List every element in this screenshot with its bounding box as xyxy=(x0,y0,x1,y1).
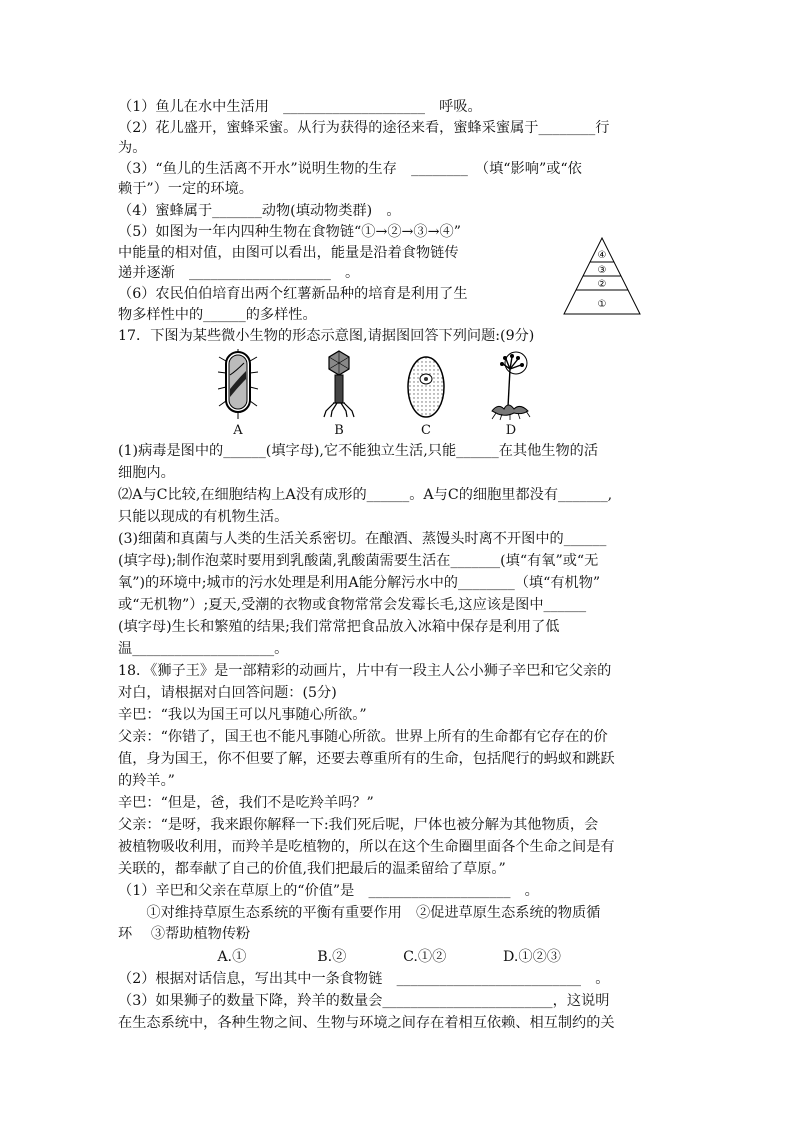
q18-line-8: 父亲：“是呀，我来跟你解释一下:我们死后呢，尸体也被分解为其他物质，会 xyxy=(118,817,599,833)
pyramid-level-3: ③ xyxy=(597,265,607,276)
q17-line-1: (1)病毒是图中的______(填字母),它不能独立生活,只能______在其他生物的活 xyxy=(118,443,599,459)
q18-line-10: 关联的，都奉献了自己的价值,我们把最后的温柔留给了草原。” xyxy=(118,861,506,877)
mold-icon xyxy=(488,349,534,421)
q17-line-9: (填字母)生长和繁殖的结果;我们常常把食品放入冰箱中保存是利用了低 xyxy=(118,619,560,635)
figure-label-a: A xyxy=(233,423,243,438)
q18-line-5: 值，身为国王，你不但要了解，还要去尊重所有的生命，包括爬行的蚂蚁和跳跃 xyxy=(118,751,615,767)
pyramid-level-4: ④ xyxy=(597,250,607,261)
q18-line-2: 对白，请根据对白回答问题：(5分) xyxy=(118,685,337,701)
q18-line-11: （1）辛巴和父亲在草原上的“价值”是 ____________________ 。 xyxy=(118,883,539,899)
figure-label-c: C xyxy=(421,423,431,438)
figure-d xyxy=(488,349,534,438)
q17-line-7: 氧”)的环境中;城市的污水处理是利用A能分解污水中的________（填“有机物” xyxy=(118,575,601,591)
q16-line-10: （6）农民伯伯培育出两个红薯新品种的培育是利用了生 xyxy=(118,286,468,302)
q16-line-1: （1）鱼儿在水中生活用 ____________________ 呼吸。 xyxy=(118,99,482,115)
q17-line-3: ⑵A与C比较,在细胞结构上A没有成形的______。A与C的细胞里都没有_______, xyxy=(118,487,613,503)
q16-line-9: 递并逐渐 ____________________ 。 xyxy=(118,265,360,281)
pyramid-level-1: ① xyxy=(597,299,607,310)
figure-label-d: D xyxy=(505,423,517,438)
q17-line-8: 或“无机物”）;夏天,受潮的衣物或食物常常会发霉长毛,这应该是图中______ xyxy=(118,597,587,613)
figure-c xyxy=(405,349,447,438)
energy-pyramid xyxy=(562,236,642,316)
q18-line-6: 的羚羊。” xyxy=(118,773,175,789)
virus-icon xyxy=(322,349,356,421)
q16-line-4: （3）“鱼儿的生活离不开水”说明生物的生存 ________ （填“影响”或“依 xyxy=(118,161,582,177)
q17-line-4: 只能以现成的有机物生活。 xyxy=(118,509,289,525)
q18-line-7: 辛巴：“但是，爸，我们不是吃羚羊吗？” xyxy=(118,795,374,811)
q16-line-2: （2）花儿盛开，蜜蜂采蜜。从行为获得的途径来看，蜜蜂采蜜属于________行 xyxy=(118,120,610,136)
q16-line-3: 为。 xyxy=(118,140,147,156)
q16-line-8: 中能量的相对值，由图可以看出，能量是沿着食物链传 xyxy=(118,245,459,261)
q16-line-7: （5）如图为一年内四种生物在食物链“①→②→③→④” xyxy=(118,224,461,240)
q17-stem: 17．下图为某些微小生物的形态示意图,请据图回答下列问题:(9分) xyxy=(118,328,535,344)
q18-line-1: 18．《狮子王》是一部精彩的动画片，片中有一段主人公小狮子辛巴和它父亲的 xyxy=(118,663,612,679)
q18-line-17: 在生态系统中，各种生物之间、生物与环境之间存在着相互依赖、相互制约的关 xyxy=(118,1015,615,1031)
yeast-cell-icon xyxy=(405,349,447,421)
q17-line-5: (3)细菌和真菌与人类的生活关系密切。在酿酒、蒸馒头时离不开图中的______ xyxy=(118,531,607,547)
q17-line-6: (填字母);制作泡菜时要用到乳酸菌,乳酸菌需要生活在_______(填“有氧”或“无 xyxy=(118,553,599,569)
pyramid-level-2: ② xyxy=(597,279,607,290)
q18-line-9: 被植物吸收利用，而羚羊是吃植物的，所以在这个生命圈里面各个生命之间是有 xyxy=(118,839,615,855)
q16-line-6: （4）蜜蜂属于_______动物(填动物类群) 。 xyxy=(118,203,401,219)
q17-line-2: 细胞内。 xyxy=(118,465,175,481)
q18-line-4: 父亲：“你错了，国王也不能凡事随心所欲。世界上所有的生命都有它存在的价 xyxy=(118,729,608,745)
figure-a xyxy=(218,349,258,438)
q18-line-15: （2）根据对话信息，写出其中一条食物链 __________________________ 。 xyxy=(118,971,610,987)
microbe-figures xyxy=(118,349,678,439)
q18-line-3: 辛巴：“我以为国王可以凡事随心所欲。” xyxy=(118,707,367,723)
bacterium-icon xyxy=(218,349,258,421)
q18-line-12: ①对维持草原生态系统的平衡有重要作用 ②促进草原生态系统的物质循 xyxy=(118,905,601,921)
figure-label-b: B xyxy=(334,423,344,438)
q18-line-13: 环 ③帮助植物传粉 xyxy=(118,926,251,942)
q18-line-14: A.① B.② C.①② D.①②③ xyxy=(118,949,561,965)
q17-line-10: 温____________________。 xyxy=(118,641,289,657)
q18-line-16: （3）如果狮子的数量下降，羚羊的数量会________________________，这说明 xyxy=(118,993,610,1009)
q16-line-11: 物多样性中的______的多样性。 xyxy=(118,307,317,323)
q16-line-5: 赖于”）一定的环境。 xyxy=(118,181,253,197)
figure-b xyxy=(322,349,356,438)
